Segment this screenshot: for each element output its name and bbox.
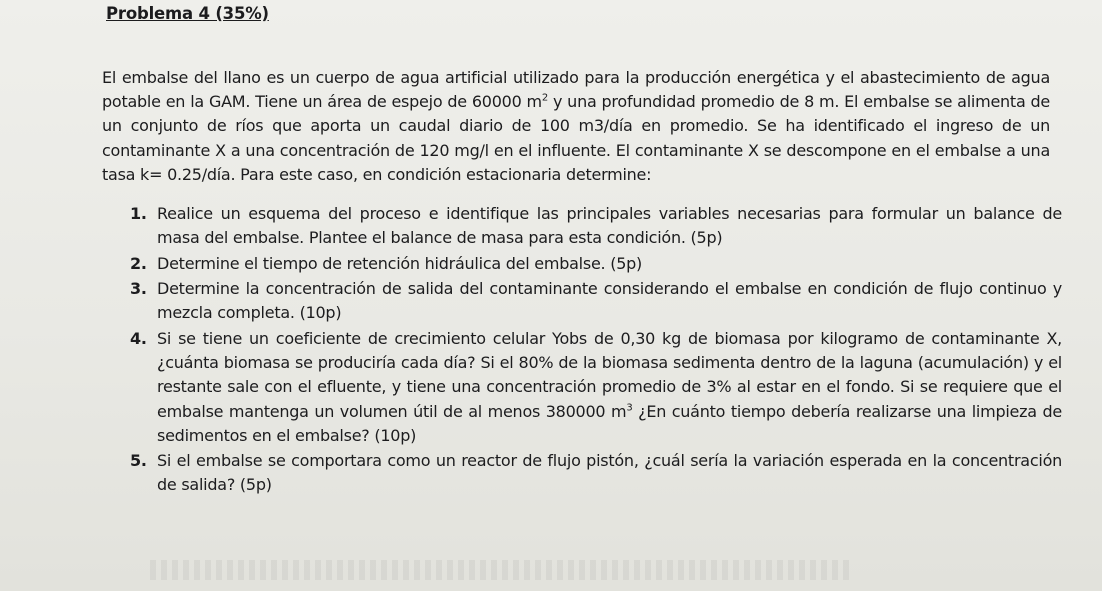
question-number: 1. xyxy=(130,204,147,223)
statement-text-part2: y una profundidad promedio de 8 m. El embalse se alimenta de un conjunto de ríos que aporta un caudal diario de 100 m3/día en promedio. Se ha identificado el ingreso de un contaminante X a una concentración de 120 mg/l en el influente. El contaminante X se descompone en el embalse a una tasa k= 0.25/día. Para este caso, en condición estacionaria determine: xyxy=(102,92,1051,184)
area-unit-superscript: 2 xyxy=(541,92,548,104)
question-number: 3. xyxy=(130,279,147,299)
question-text: Realice un esquema del proceso e identifique las principales variables necesarias para formular un balance de masa del embalse. Plantee el balance de masa para esta condición. (5p) xyxy=(157,204,1062,248)
question-number: 2. xyxy=(130,253,147,273)
question-text-part-a: Si se tiene un coeficiente de crecimiento celular Yobs de 0,30 kg de biomasa por kilogramo de contaminante X, ¿cuánta biomasa se produciría cada día? Si el 80% de la biomasa sedimenta dentro de la laguna (acumulación) y el restante sale con el efluente, y tiene una concentración promedio de 3% al estar en el fondo. Si se requiere que el embalse mantenga un volumen útil de al menos 380000 m xyxy=(157,328,1062,421)
volume-unit-superscript: 3 xyxy=(626,402,633,414)
question-item-3 xyxy=(130,277,1062,325)
problem-statement xyxy=(102,66,1050,187)
question-item-1 xyxy=(130,202,1062,250)
question-item-2 xyxy=(130,252,1062,276)
question-text-part-b: ¿En cuánto tiempo debería realizarse una limpieza de sedimentos en el embalse? (10p) xyxy=(157,401,1063,445)
question-item-4 xyxy=(130,327,1062,448)
statement-text-part1: El embalse del llano es un cuerpo de agua artificial utilizado para la producción energética y el abastecimiento de agua potable en la GAM. Tiene un área de espejo de 60000 m xyxy=(102,68,1050,112)
question-text: Si el embalse se comportara como un reactor de flujo pistón, ¿cuál sería la variación esperada en la concentración de salida? (5p) xyxy=(157,451,1062,495)
question-number: 5. xyxy=(130,451,147,471)
question-item-5 xyxy=(130,449,1062,497)
question-number: 4. xyxy=(130,328,147,348)
question-text: Determine el tiempo de retención hidráulica del embalse. (5p) xyxy=(157,253,643,273)
bleed-through-texture xyxy=(150,560,850,580)
question-text: Determine la concentración de salida del contaminante considerando el embalse en condición de flujo continuo y mezcla completa. (10p) xyxy=(157,279,1062,323)
question-list xyxy=(130,202,1062,499)
problem-title: Problema 4 (35%) xyxy=(106,4,269,23)
